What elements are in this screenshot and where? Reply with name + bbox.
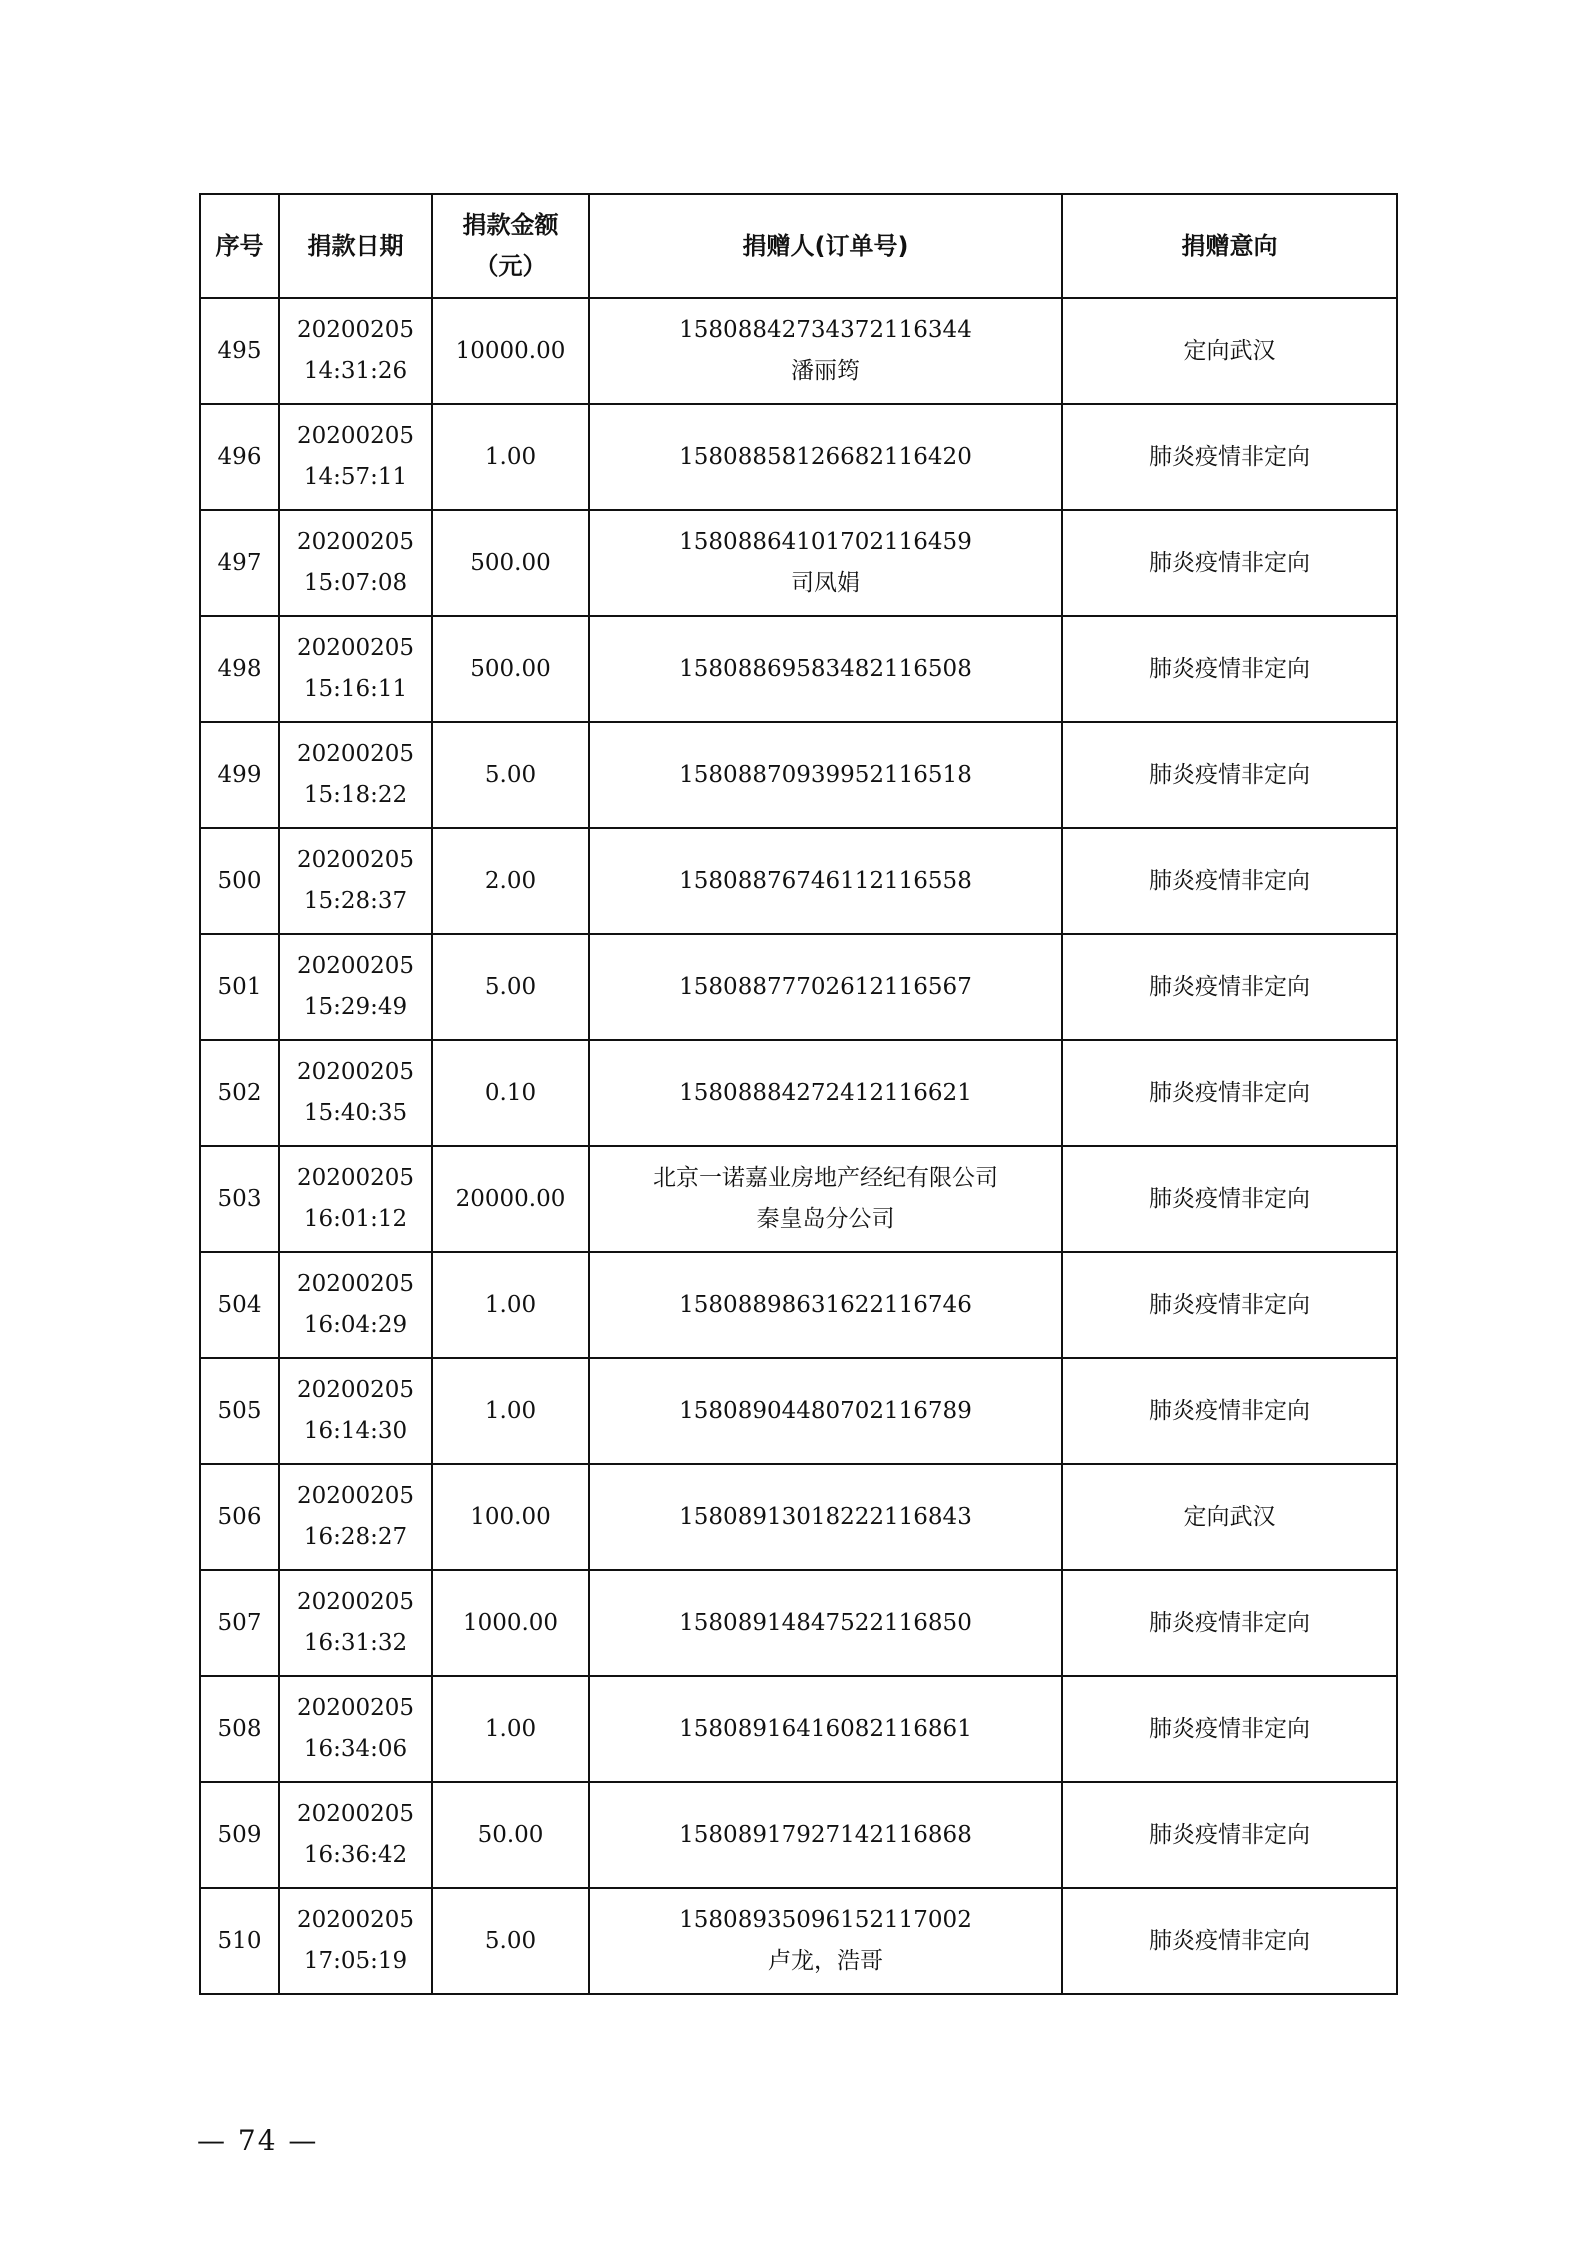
cell-date-day: 20200205: [296, 635, 415, 661]
cell-donor-line: 15808898631622116746: [679, 1291, 972, 1318]
cell-donor-line: 15808870939952116518: [679, 761, 972, 788]
cell-donor: [589, 1252, 1062, 1358]
cell-date-day: 20200205: [296, 953, 415, 979]
cell-date-time: 15:18:22: [303, 782, 408, 808]
table-row: [200, 510, 1397, 616]
cell-serial: 502: [200, 1040, 279, 1146]
cell-amount: 0.10: [432, 1040, 589, 1146]
cell-donor: [589, 1676, 1062, 1782]
cell-serial: 503: [200, 1146, 279, 1252]
cell-date-day: 20200205: [296, 741, 415, 767]
cell-amount: 500.00: [432, 616, 589, 722]
cell-donor-line: 潘丽筠: [791, 358, 860, 384]
cell-date-day: 20200205: [296, 1695, 415, 1721]
cell-amount: 100.00: [432, 1464, 589, 1570]
cell-date: [279, 722, 432, 828]
cell-date-time: 16:31:32: [303, 1630, 408, 1656]
cell-date: [279, 1782, 432, 1888]
cell-date: [279, 1570, 432, 1676]
cell-date: [279, 1040, 432, 1146]
table-header-row: [200, 194, 1397, 298]
cell-donor-line: 15808876746112116558: [679, 867, 972, 894]
header-amount-line: 捐款金额: [462, 211, 559, 239]
cell-date-day: 20200205: [296, 1377, 415, 1403]
cell-date-day: 20200205: [296, 423, 415, 449]
table-row: [200, 404, 1397, 510]
cell-date-time: 14:31:26: [303, 358, 408, 384]
cell-amount: 20000.00: [432, 1146, 589, 1252]
table-row: [200, 1146, 1397, 1252]
page-number: — 74 —: [197, 2124, 319, 2157]
cell-serial: 497: [200, 510, 279, 616]
cell-donor: [589, 1464, 1062, 1570]
table-row: [200, 934, 1397, 1040]
cell-intent: 肺炎疫情非定向: [1062, 1570, 1397, 1676]
cell-donor: [589, 722, 1062, 828]
cell-serial: 495: [200, 298, 279, 404]
cell-donor: [589, 510, 1062, 616]
cell-donor-line: 15808858126682116420: [679, 443, 972, 470]
cell-serial: 510: [200, 1888, 279, 1994]
cell-intent: 肺炎疫情非定向: [1062, 1146, 1397, 1252]
cell-amount: 1.00: [432, 404, 589, 510]
cell-intent: 肺炎疫情非定向: [1062, 1252, 1397, 1358]
table-row: [200, 1252, 1397, 1358]
cell-intent: 肺炎疫情非定向: [1062, 934, 1397, 1040]
cell-amount: 50.00: [432, 1782, 589, 1888]
cell-amount: 1.00: [432, 1252, 589, 1358]
cell-amount: 5.00: [432, 722, 589, 828]
cell-date-time: 15:07:08: [303, 570, 408, 596]
cell-date-day: 20200205: [296, 1271, 415, 1297]
cell-date: [279, 828, 432, 934]
cell-intent: 肺炎疫情非定向: [1062, 1358, 1397, 1464]
header-amount-unit: （元）: [474, 252, 547, 280]
cell-serial: 505: [200, 1358, 279, 1464]
cell-donor: [589, 1040, 1062, 1146]
cell-amount: 1000.00: [432, 1570, 589, 1676]
table-body: [200, 298, 1397, 1994]
cell-date-day: 20200205: [296, 1165, 415, 1191]
header-amount: [432, 194, 589, 298]
cell-donor: [589, 1358, 1062, 1464]
cell-amount: 5.00: [432, 1888, 589, 1994]
table-row: [200, 1782, 1397, 1888]
cell-intent: 肺炎疫情非定向: [1062, 510, 1397, 616]
cell-serial: 508: [200, 1676, 279, 1782]
cell-intent: 定向武汉: [1062, 1464, 1397, 1570]
table-row: [200, 1358, 1397, 1464]
cell-date-day: 20200205: [296, 1801, 415, 1827]
cell-date: [279, 1464, 432, 1570]
donation-table: [199, 193, 1398, 1995]
cell-date-day: 20200205: [296, 1059, 415, 1085]
cell-date: [279, 1676, 432, 1782]
cell-serial: 504: [200, 1252, 279, 1358]
table-row: [200, 828, 1397, 934]
cell-date: [279, 1358, 432, 1464]
cell-serial: 506: [200, 1464, 279, 1570]
cell-donor: [589, 616, 1062, 722]
cell-date-time: 16:01:12: [303, 1206, 408, 1232]
cell-date: [279, 1146, 432, 1252]
cell-donor-line: 15808877702612116567: [679, 973, 972, 1000]
table-row: [200, 298, 1397, 404]
header-donor: 捐赠人(订单号): [589, 194, 1062, 298]
cell-date-time: 17:05:19: [303, 1948, 408, 1974]
cell-donor-line: 15808935096152117002: [679, 1907, 972, 1933]
cell-donor: [589, 1570, 1062, 1676]
cell-donor-line: 15808904480702116789: [679, 1397, 972, 1424]
table-row: [200, 1676, 1397, 1782]
cell-intent: 肺炎疫情非定向: [1062, 1888, 1397, 1994]
cell-amount: 1.00: [432, 1676, 589, 1782]
cell-donor: [589, 1888, 1062, 1994]
cell-intent: 肺炎疫情非定向: [1062, 616, 1397, 722]
cell-serial: 500: [200, 828, 279, 934]
cell-donor-line: 15808842734372116344: [679, 317, 972, 343]
cell-date-day: 20200205: [296, 1907, 415, 1933]
table-row: [200, 1464, 1397, 1570]
cell-date-time: 15:16:11: [303, 676, 408, 702]
table-row: [200, 1570, 1397, 1676]
cell-amount: 500.00: [432, 510, 589, 616]
cell-date: [279, 404, 432, 510]
header-serial: 序号: [200, 194, 279, 298]
table-row: [200, 1040, 1397, 1146]
cell-date-day: 20200205: [296, 1483, 415, 1509]
cell-donor-line: 15808917927142116868: [679, 1821, 972, 1848]
table-row: [200, 616, 1397, 722]
cell-donor-line: 15808869583482116508: [679, 655, 972, 682]
cell-serial: 507: [200, 1570, 279, 1676]
cell-date: [279, 298, 432, 404]
cell-intent: 定向武汉: [1062, 298, 1397, 404]
cell-date-day: 20200205: [296, 847, 415, 873]
cell-donor: [589, 934, 1062, 1040]
cell-intent: 肺炎疫情非定向: [1062, 1676, 1397, 1782]
cell-donor-line: 司凤娟: [791, 570, 860, 596]
cell-serial: 498: [200, 616, 279, 722]
cell-intent: 肺炎疫情非定向: [1062, 722, 1397, 828]
cell-donor-line: 15808884272412116621: [679, 1079, 972, 1106]
cell-intent: 肺炎疫情非定向: [1062, 828, 1397, 934]
header-intent: 捐赠意向: [1062, 194, 1397, 298]
cell-serial: 501: [200, 934, 279, 1040]
table-row: [200, 722, 1397, 828]
cell-date-day: 20200205: [296, 1589, 415, 1615]
cell-donor-line: 北京一诺嘉业房地产经纪有限公司: [653, 1165, 998, 1191]
table-row: [200, 1888, 1397, 1994]
cell-amount: 5.00: [432, 934, 589, 1040]
cell-amount: 2.00: [432, 828, 589, 934]
cell-date-time: 16:36:42: [303, 1842, 408, 1868]
cell-intent: 肺炎疫情非定向: [1062, 1040, 1397, 1146]
cell-date-time: 15:29:49: [303, 994, 408, 1020]
cell-date: [279, 1888, 432, 1994]
cell-serial: 499: [200, 722, 279, 828]
cell-date-time: 16:04:29: [303, 1312, 408, 1338]
cell-donor-line: 15808913018222116843: [679, 1503, 972, 1530]
cell-donor: [589, 1782, 1062, 1888]
cell-date-time: 15:28:37: [303, 888, 408, 914]
cell-amount: 10000.00: [432, 298, 589, 404]
cell-intent: 肺炎疫情非定向: [1062, 404, 1397, 510]
cell-donor-line: 15808914847522116850: [679, 1609, 972, 1636]
cell-donor: [589, 1146, 1062, 1252]
cell-intent: 肺炎疫情非定向: [1062, 1782, 1397, 1888]
cell-donor-line: 15808916416082116861: [679, 1715, 972, 1742]
header-date: 捐款日期: [279, 194, 432, 298]
cell-date-time: 14:57:11: [303, 464, 408, 490]
cell-date: [279, 510, 432, 616]
cell-date: [279, 616, 432, 722]
cell-amount: 1.00: [432, 1358, 589, 1464]
cell-donor: [589, 828, 1062, 934]
cell-serial: 496: [200, 404, 279, 510]
cell-date-time: 15:40:35: [303, 1100, 408, 1126]
cell-donor-line: 15808864101702116459: [679, 529, 972, 555]
cell-date: [279, 1252, 432, 1358]
cell-date-time: 16:34:06: [303, 1736, 408, 1762]
cell-date: [279, 934, 432, 1040]
cell-date-day: 20200205: [296, 317, 415, 343]
cell-date-time: 16:28:27: [303, 1524, 408, 1550]
cell-donor: [589, 298, 1062, 404]
cell-donor: [589, 404, 1062, 510]
cell-serial: 509: [200, 1782, 279, 1888]
cell-date-time: 16:14:30: [303, 1418, 408, 1444]
cell-date-day: 20200205: [296, 529, 415, 555]
cell-donor-line: 秦皇岛分公司: [756, 1206, 895, 1232]
cell-donor-line: 卢龙，浩哥: [768, 1948, 883, 1974]
